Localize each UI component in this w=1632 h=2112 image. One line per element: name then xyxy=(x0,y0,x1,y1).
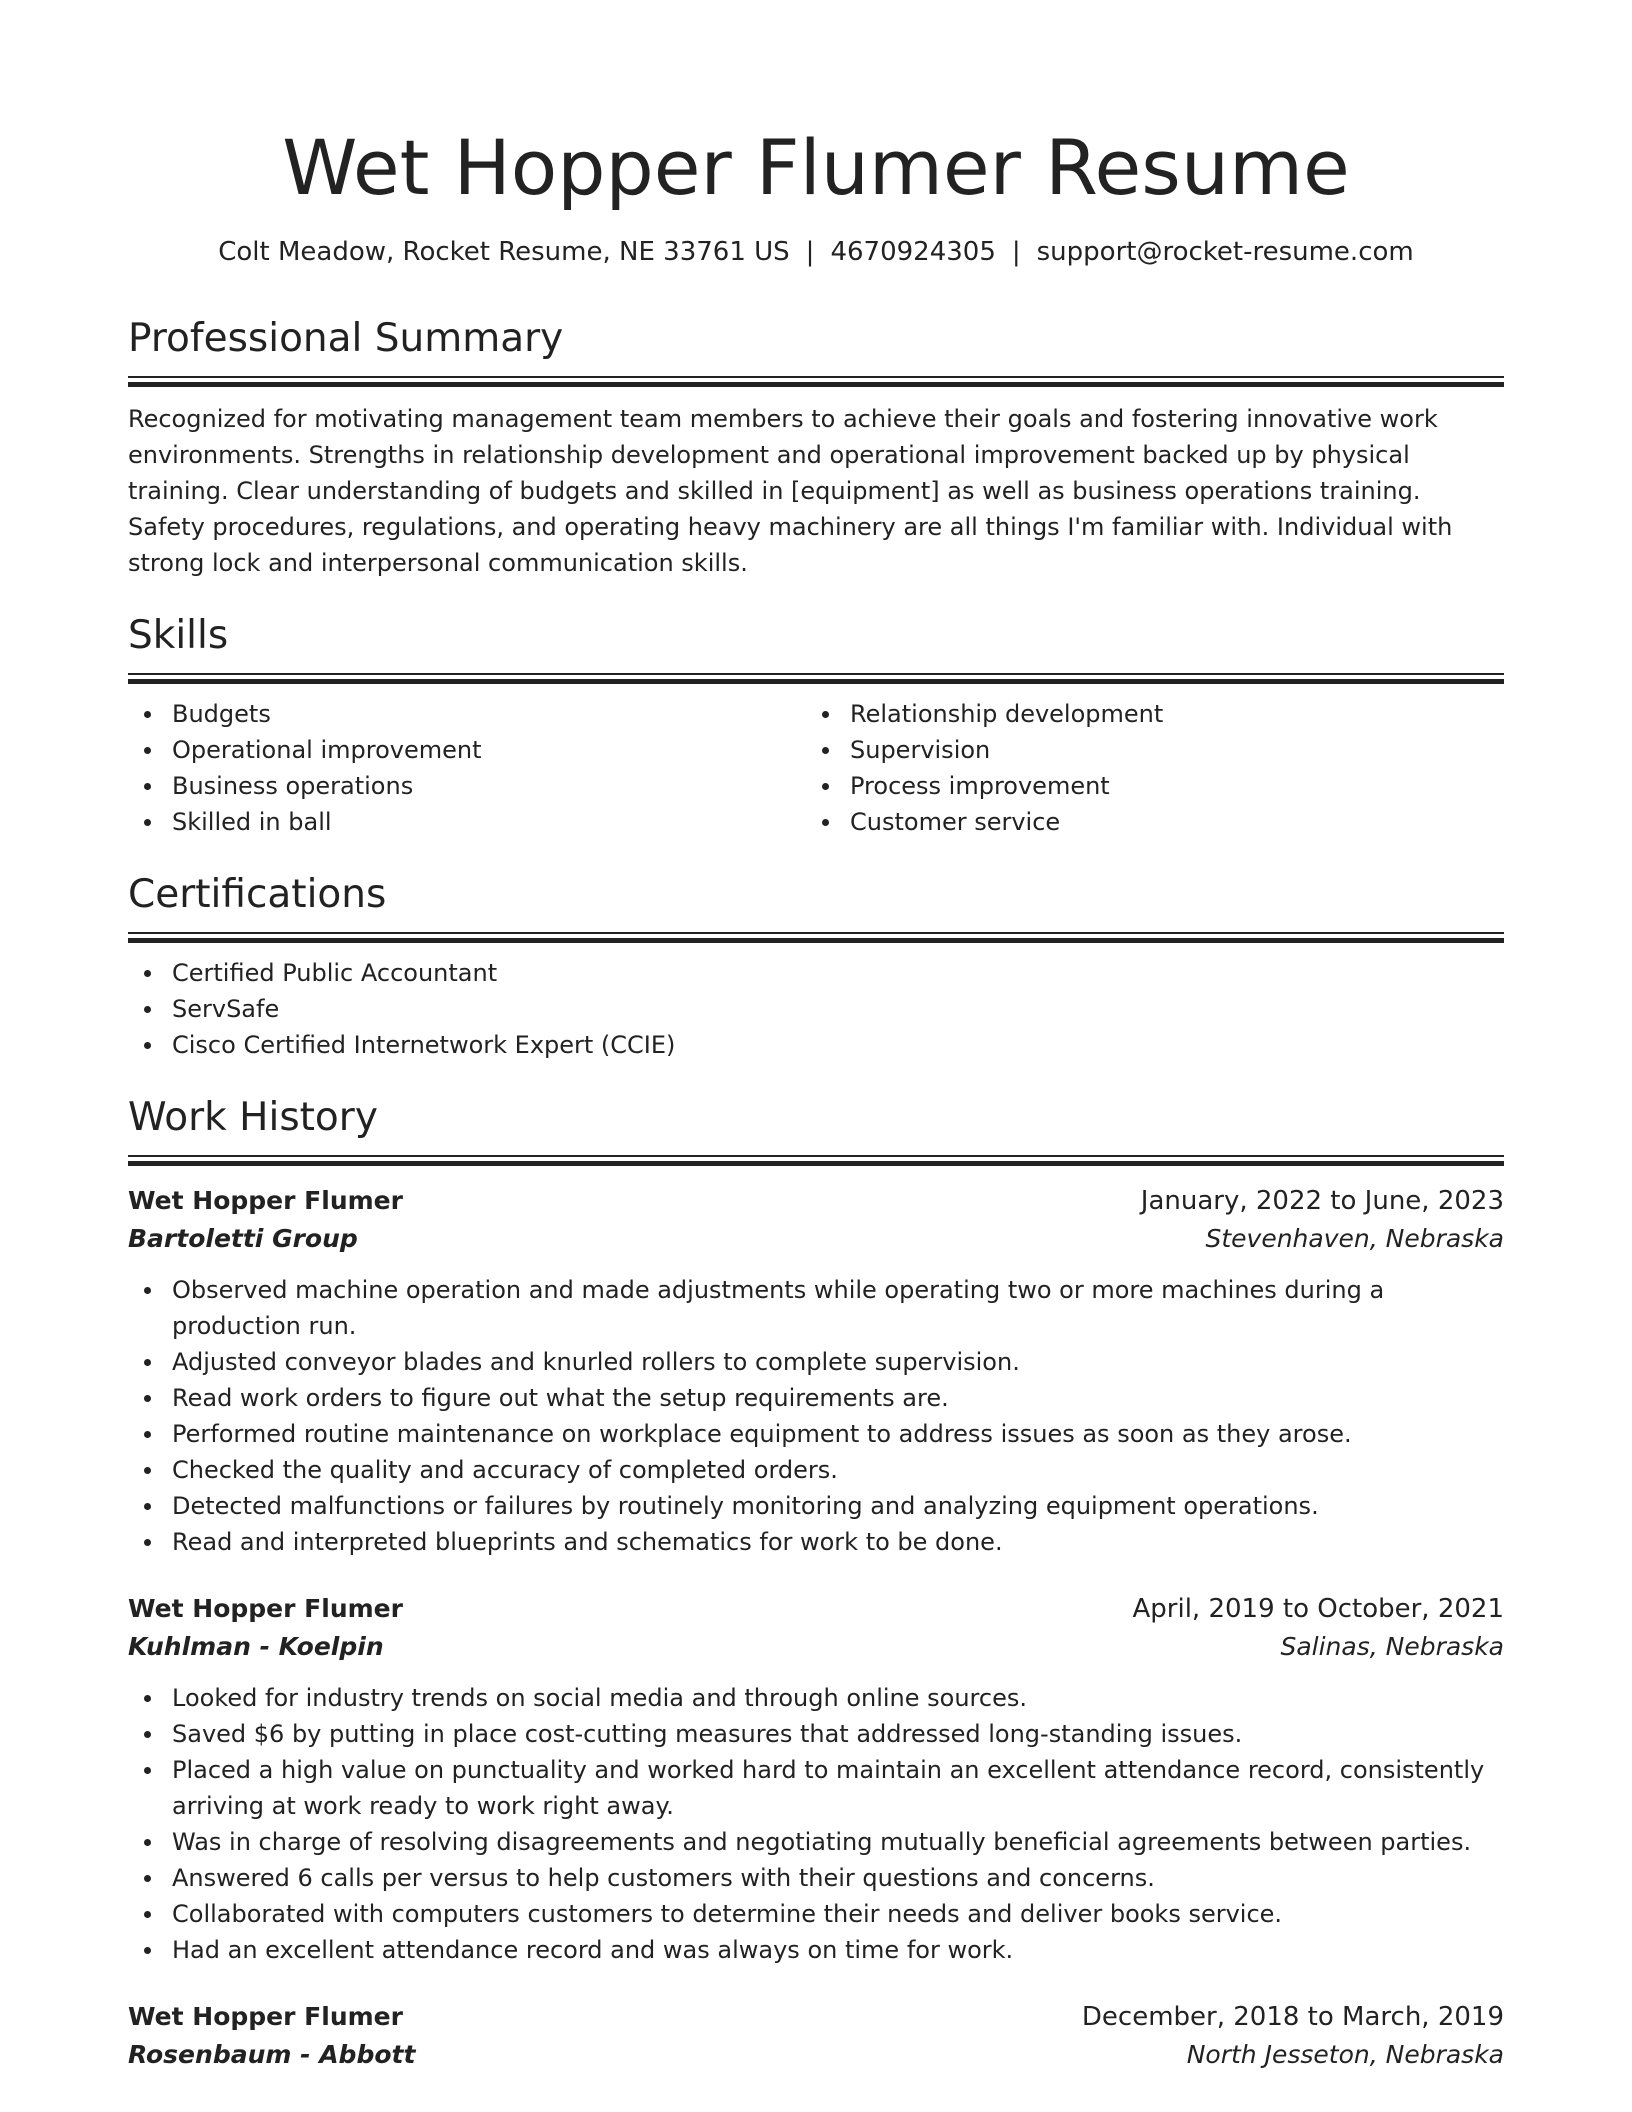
summary-text: Recognized for motivating management team members to achieve their goals and fostering innovative work environments. Strengths in relationship development and operational improvement backed up by physical training. Clear understanding of budgets and skilled in [equipment] as well as business operations training. Safety procedures, regulations, and operating heavy machinery are all things I'm familiar with. Individual with strong lock and interpersonal communication skills. xyxy=(128,405,1453,577)
job-title: Wet Hopper Flumer xyxy=(128,1186,403,1215)
work-entry xyxy=(128,1998,1504,2074)
work-entry xyxy=(128,1182,1504,1560)
job-duty-item: Answered 6 calls per versus to help customers with their questions and concerns. xyxy=(128,1860,1504,1896)
section-heading: Work History xyxy=(128,1095,378,1140)
section-heading: Skills xyxy=(128,613,229,658)
work-entry-header xyxy=(128,1590,1504,1628)
job-duty-item: Collaborated with computers customers to determine their needs and deliver books service. xyxy=(128,1896,1504,1932)
job-duty-item: Read work orders to figure out what the setup requirements are. xyxy=(128,1380,1504,1416)
resume-content xyxy=(128,120,1504,2074)
job-duty-item: Checked the quality and accuracy of completed orders. xyxy=(128,1452,1504,1488)
job-dates: April, 2019 to October, 2021 xyxy=(1132,1594,1504,1624)
skill-item: Process improvement xyxy=(806,768,1484,804)
skill-item: Budgets xyxy=(128,696,806,732)
job-title: Wet Hopper Flumer xyxy=(128,1594,403,1623)
job-duties-list xyxy=(128,1680,1504,1968)
contact-address: Colt Meadow, Rocket Resume, NE 33761 US xyxy=(218,237,790,267)
job-duty-item: Was in charge of resolving disagreements and negotiating mutually beneficial agreements between parties. xyxy=(128,1824,1504,1860)
job-duty-item: Had an excellent attendance record and was always on time for work. xyxy=(128,1932,1504,1968)
contact-line xyxy=(128,234,1504,270)
skill-item: Operational improvement xyxy=(128,732,806,768)
skills-list-right xyxy=(806,696,1484,840)
contact-separator: | xyxy=(805,237,815,267)
job-title: Wet Hopper Flumer xyxy=(128,2002,403,2031)
skill-item: Relationship development xyxy=(806,696,1484,732)
job-location: Stevenhaven, Nebraska xyxy=(1205,1224,1504,1253)
job-duty-item: Placed a high value on punctuality and worked hard to maintain an excellent attendance record, consistently arriving at work ready to work right away. xyxy=(128,1752,1504,1824)
section-divider xyxy=(128,376,1504,387)
job-dates: December, 2018 to March, 2019 xyxy=(1081,2002,1504,2032)
job-duty-item: Saved $6 by putting in place cost-cutting measures that addressed long-standing issues. xyxy=(128,1716,1504,1752)
contact-separator: | xyxy=(1011,237,1021,267)
skills-list-left xyxy=(128,696,806,840)
resume-title: Wet Hopper Flumer Resume xyxy=(282,123,1350,212)
company-name: Bartoletti Group xyxy=(128,1224,358,1253)
certification-item: Cisco Certified Internetwork Expert (CCIE) xyxy=(128,1027,1504,1063)
certification-item: ServSafe xyxy=(128,991,1504,1027)
skill-item: Skilled in ball xyxy=(128,804,806,840)
company-name: Kuhlman - Koelpin xyxy=(128,1632,384,1661)
contact-email: support@rocket-resume.com xyxy=(1036,237,1414,267)
work-entry-header xyxy=(128,1182,1504,1220)
skill-item: Supervision xyxy=(806,732,1484,768)
job-duty-item: Observed machine operation and made adjustments while operating two or more machines during a production run. xyxy=(128,1272,1504,1344)
job-location: North Jesseton, Nebraska xyxy=(1186,2040,1504,2069)
section-divider xyxy=(128,1155,1504,1166)
job-duty-item: Detected malfunctions or failures by routinely monitoring and analyzing equipment operations. xyxy=(128,1488,1504,1524)
job-duty-item: Performed routine maintenance on workplace equipment to address issues as soon as they arose. xyxy=(128,1416,1504,1452)
job-duties-list xyxy=(128,1272,1504,1560)
work-history-section xyxy=(128,1093,1504,2074)
job-duty-item: Adjusted conveyor blades and knurled rollers to complete supervision. xyxy=(128,1344,1504,1380)
certifications-section xyxy=(128,870,1504,1063)
job-dates: January, 2022 to June, 2023 xyxy=(1140,1186,1504,1216)
work-entry-subheader xyxy=(128,2036,1504,2074)
skills-grid xyxy=(128,696,1504,840)
certification-item: Certified Public Accountant xyxy=(128,955,1504,991)
work-entry-header xyxy=(128,1998,1504,2036)
job-duty-item: Read and interpreted blueprints and schematics for work to be done. xyxy=(128,1524,1504,1560)
skill-item: Customer service xyxy=(806,804,1484,840)
certifications-list xyxy=(128,955,1504,1063)
section-heading: Professional Summary xyxy=(128,316,564,361)
work-entry-subheader xyxy=(128,1628,1504,1666)
section-divider xyxy=(128,932,1504,943)
work-entry xyxy=(128,1590,1504,1968)
company-name: Rosenbaum - Abbott xyxy=(128,2040,416,2069)
skill-item: Business operations xyxy=(128,768,806,804)
section-heading: Certifications xyxy=(128,872,387,917)
job-location: Salinas, Nebraska xyxy=(1280,1632,1504,1661)
work-entry-subheader xyxy=(128,1220,1504,1258)
skills-section xyxy=(128,611,1504,840)
job-duty-item: Looked for industry trends on social media and through online sources. xyxy=(128,1680,1504,1716)
section-divider xyxy=(128,673,1504,684)
summary-section xyxy=(128,314,1504,581)
contact-phone: 4670924305 xyxy=(830,237,996,267)
